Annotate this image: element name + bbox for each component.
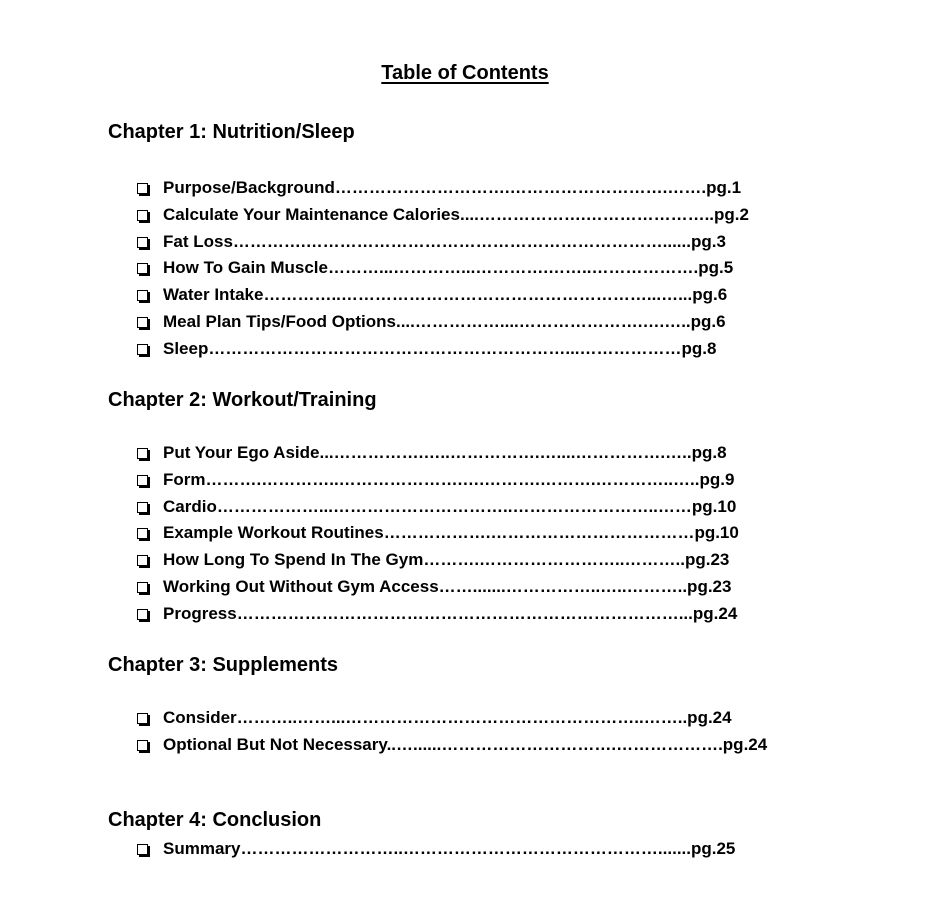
- toc-entry[interactable]: [137, 255, 837, 282]
- toc-entry[interactable]: [137, 601, 837, 628]
- chapter-3-entries: [137, 705, 837, 759]
- toc-entry[interactable]: [137, 282, 837, 309]
- checkbox-bullet-icon: [137, 290, 148, 301]
- checkbox-bullet-icon: [137, 555, 148, 566]
- chapter-heading-1: Chapter 1: Nutrition/Sleep: [108, 121, 355, 143]
- checkbox-bullet-icon: [137, 344, 148, 355]
- toc-entry[interactable]: [137, 547, 837, 574]
- toc-entry-text: Calculate Your Maintenance Calories....……………….…………………..pg.2: [163, 204, 749, 224]
- checkbox-bullet-icon: [137, 183, 148, 194]
- checkbox-bullet-icon: [137, 609, 148, 620]
- checkbox-bullet-icon: [137, 713, 148, 724]
- checkbox-bullet-icon: [137, 528, 148, 539]
- checkbox-bullet-icon: [137, 237, 148, 248]
- toc-entry[interactable]: [137, 520, 837, 547]
- page-title: Table of Contents: [381, 62, 549, 84]
- chapter-2-entries: [137, 440, 837, 628]
- chapter-heading-3: Chapter 3: Supplements: [108, 654, 339, 676]
- toc-entry[interactable]: [137, 336, 837, 363]
- checkbox-bullet-icon: [137, 844, 148, 855]
- checkbox-bullet-icon: [137, 263, 148, 274]
- toc-entry[interactable]: [137, 309, 837, 336]
- checkbox-bullet-icon: [137, 448, 148, 459]
- toc-entry-text: Purpose/Background………………………….……………………….…….pg.1: [163, 178, 742, 197]
- chapter-heading-4: Chapter 4: Conclusion: [108, 809, 322, 831]
- toc-entry-text: How To Gain Muscle………...…………...………….……..……………….pg.5: [163, 258, 734, 278]
- checkbox-bullet-icon: [137, 582, 148, 593]
- toc-entry[interactable]: [137, 467, 837, 494]
- toc-entry[interactable]: [137, 836, 837, 863]
- toc-entry[interactable]: [137, 440, 837, 467]
- checkbox-bullet-icon: [137, 740, 148, 751]
- toc-entry[interactable]: [137, 705, 837, 732]
- checkbox-bullet-icon: [137, 210, 148, 221]
- chapter-4-entries: [137, 836, 837, 863]
- toc-entry-text: Working Out Without Gym Access…….......……………..…..………..pg.23: [163, 576, 732, 596]
- checkbox-bullet-icon: [137, 502, 148, 513]
- toc-entry[interactable]: [137, 229, 837, 256]
- toc-entry-text: Progress……………………………………………………………………...pg.24: [163, 603, 738, 623]
- toc-entry[interactable]: [137, 202, 837, 229]
- toc-entry-text: Water Intake…………..………………………………………………...…...pg.6: [163, 285, 728, 305]
- toc-entry-text: Meal Plan Tips/Food Options....……………....………………….….…..pg.6: [163, 311, 726, 331]
- checkbox-bullet-icon: [137, 317, 148, 328]
- toc-entry[interactable]: [137, 732, 837, 759]
- toc-entry-text: Optional But Not Necessary..…......………………………….……………….pg.24: [163, 734, 768, 754]
- toc-entry-text: Example Workout Routines……………….………………………………pg.10: [163, 523, 739, 543]
- toc-entry-text: How Long To Spend In The Gym……….……………………..………..pg.23: [163, 550, 730, 570]
- toc-entry-text: Consider………..……...……………………………………………..……..pg.24: [163, 708, 732, 727]
- toc-entry-text: Put Your Ego Aside...…………….…..…………….…....…………….…..pg.8: [163, 443, 727, 462]
- toc-entry-text: Fat Loss………….………………………………………………………......pg.3: [163, 231, 726, 251]
- toc-entry-text: Sleep………………………………………………………...………………pg.8: [163, 338, 717, 358]
- checkbox-bullet-icon: [137, 475, 148, 486]
- toc-entry[interactable]: [137, 494, 837, 521]
- toc-entry[interactable]: [137, 175, 837, 202]
- chapter-1-entries: [137, 175, 837, 363]
- toc-entry-text: Cardio………………...…………………………..……………………..……pg.10: [163, 496, 737, 516]
- toc-entry-text: Form……….…………..………………….….……….……….…………..…..pg.9: [163, 469, 735, 489]
- toc-entry-text: Summary………………………..……………………………………….......pg.25: [163, 839, 736, 858]
- toc-entry[interactable]: [137, 574, 837, 601]
- chapter-heading-2: Chapter 2: Workout/Training: [108, 389, 377, 411]
